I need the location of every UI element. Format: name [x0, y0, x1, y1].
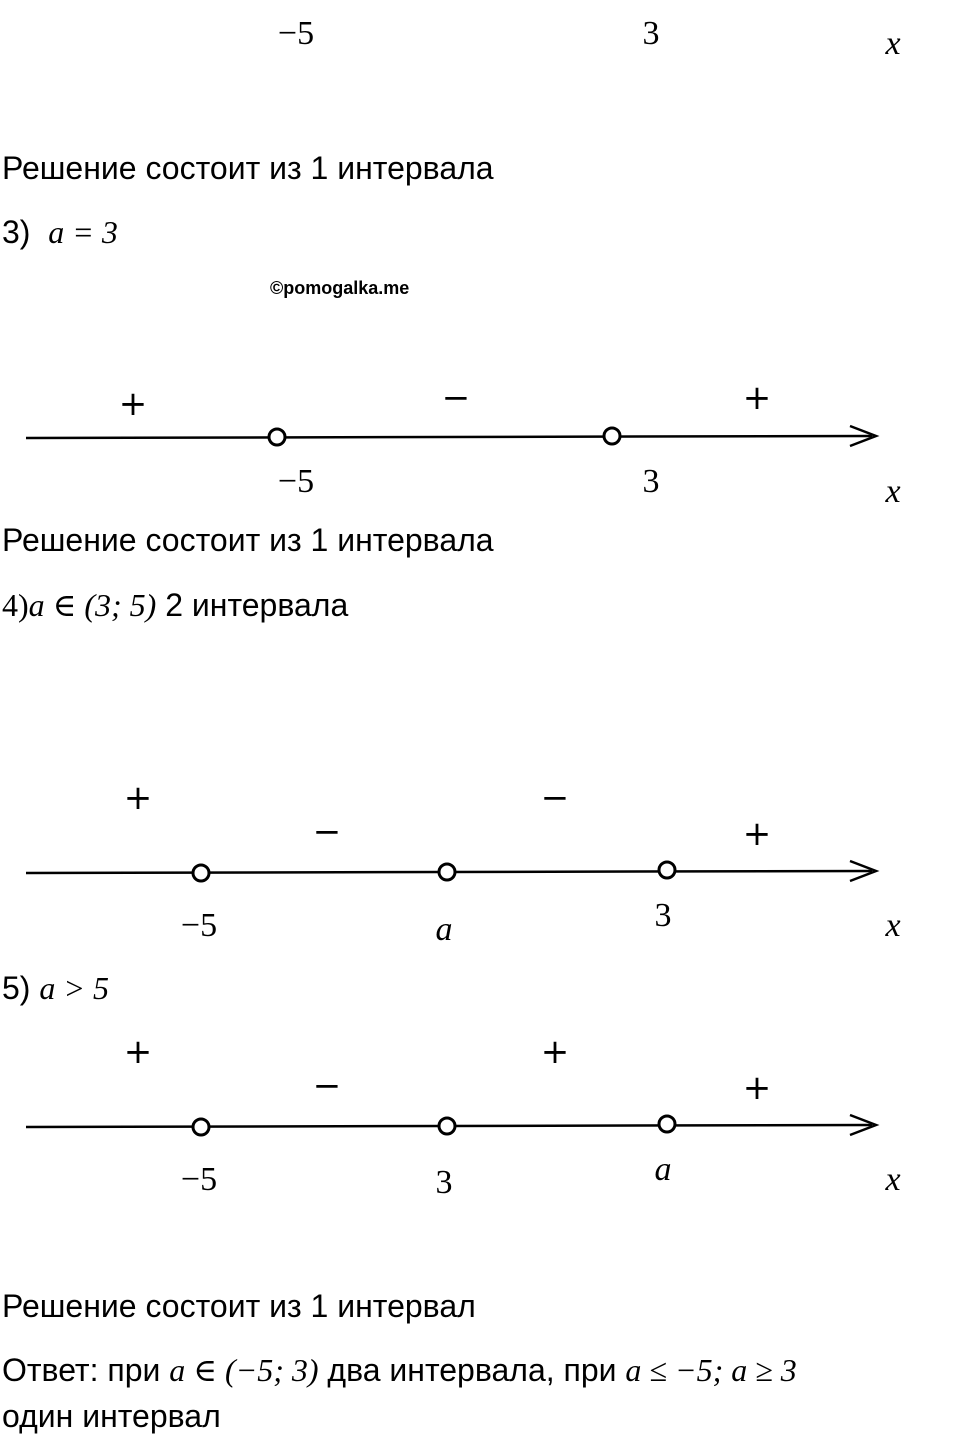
point-label: −5 — [277, 15, 315, 52]
interval-sign: + — [123, 778, 153, 818]
solution-text: Решение состоит из 1 интервал — [2, 1288, 476, 1324]
open-point — [193, 865, 209, 881]
solution-text: Решение состоит из 1 интервала — [2, 150, 494, 186]
axis-graphic — [0, 852, 960, 892]
axis-variable-label: x — [885, 473, 901, 510]
axis-variable-label: x — [885, 1161, 901, 1198]
axis-variable-label: x — [885, 25, 901, 62]
point-label: 3 — [654, 897, 672, 934]
interval-sign: − — [312, 1066, 342, 1106]
open-point — [439, 864, 455, 880]
interval-sign: − — [540, 778, 570, 818]
interval-sign: + — [742, 814, 772, 854]
open-point — [659, 1116, 675, 1132]
interval-sign: + — [742, 1068, 772, 1108]
interval-sign: − — [441, 378, 471, 418]
interval-sign: + — [540, 1032, 570, 1072]
watermark: ©pomogalka.me — [270, 278, 410, 298]
open-point — [193, 1119, 209, 1135]
point-label: a — [654, 1151, 672, 1188]
case-3-condition: a = 3 — [48, 214, 118, 250]
case-4-condition: a ∈ (3; 5) — [28, 587, 157, 623]
point-label: 3 — [642, 463, 660, 500]
open-point — [604, 428, 620, 444]
case-5-condition: a > 5 — [39, 970, 109, 1006]
point-label: 3 — [642, 15, 660, 52]
point-label: 3 — [435, 1164, 453, 1201]
point-label: a — [435, 911, 453, 948]
answer-line-2: один интервал — [2, 1398, 221, 1434]
case-4-heading: 4)a ∈ (3; 5) 2 интервала — [2, 587, 349, 623]
open-point — [439, 1118, 455, 1134]
case-3-heading: 3) a = 3 — [2, 214, 118, 250]
point-label: −5 — [180, 1161, 218, 1198]
point-label: −5 — [277, 463, 315, 500]
interval-sign: + — [742, 378, 772, 418]
answer-line: Ответ: при a ∈ (−5; 3) два интервала, при a ≤ −5; a ≥ 3 — [2, 1352, 797, 1388]
point-label: −5 — [180, 907, 218, 944]
axis-variable-label: x — [885, 907, 901, 944]
case-5-heading: 5) a > 5 — [2, 970, 109, 1006]
answer-condition-1: a ∈ (−5; 3) — [169, 1352, 319, 1388]
interval-sign: + — [118, 384, 148, 424]
axis-graphic — [0, 1106, 960, 1146]
solution-text: Решение состоит из 1 интервала — [2, 522, 494, 558]
open-point — [269, 429, 285, 445]
interval-sign: − — [312, 812, 342, 852]
interval-sign: + — [123, 1032, 153, 1072]
answer-condition-2: a ≤ −5; a ≥ 3 — [625, 1352, 797, 1388]
open-point — [659, 862, 675, 878]
